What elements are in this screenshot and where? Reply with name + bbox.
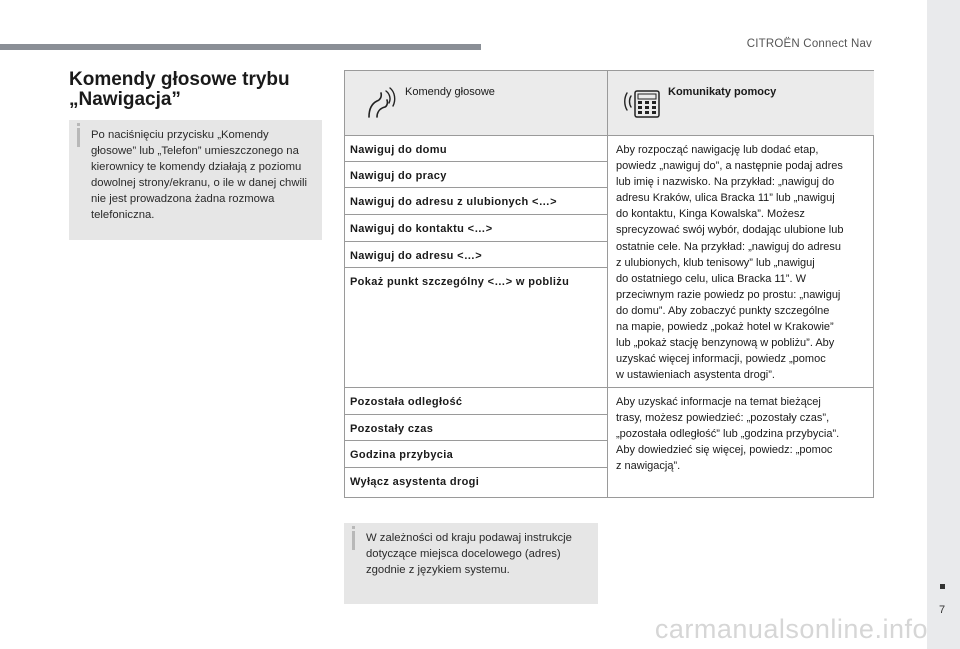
header-voice-commands-label: Komendy głosowe	[405, 86, 495, 98]
continuation-marker	[940, 584, 945, 589]
voice-command-icon	[359, 85, 399, 121]
command-group-route	[345, 387, 608, 498]
command-label: Pozostała odległość	[350, 396, 463, 408]
info-icon	[352, 531, 355, 550]
command-label: Pozostały czas	[350, 423, 434, 435]
info-icon	[77, 128, 80, 147]
header-voice-commands	[345, 71, 608, 135]
watermark: carmanualsonline.info	[654, 614, 928, 644]
table-row	[345, 161, 607, 187]
table-row	[345, 267, 607, 387]
header-help-messages-label: Komunikaty pomocy	[668, 86, 777, 98]
command-label: Godzina przybycia	[350, 449, 454, 461]
table-row	[345, 214, 607, 241]
help-text-route	[608, 387, 874, 498]
help-text: Aby uzyskać informacje na temat bieżącej trasy, możesz powiedzieć: „pozostały czas”, „pozostała odległość” lub „godzina przybycia”. Aby dowiedzieć się więcej, powiedz: „pomoc z nawigacją”.	[616, 396, 840, 473]
table-row	[345, 135, 607, 161]
section-title: Komendy głosowe trybu „Nawigacja”	[69, 69, 290, 110]
header-help-messages	[608, 71, 874, 135]
info-note-steering-wheel	[69, 120, 322, 240]
table-row	[345, 440, 607, 467]
voice-commands-table	[344, 70, 874, 498]
info-note-text: W zależności od kraju podawaj instrukcje dotyczące miejsca docelowego (adres) zgodnie z językiem systemu.	[366, 532, 572, 576]
info-note-text: Po naciśnięciu przycisku „Komendy głosowe” lub „Telefon” umieszczonego na kierownicy te komendy działają z poziomu dowolnej strony/ekranu, o ile w danej chwili nie jest prowadzona żadna rozmowa telefoniczna.	[91, 129, 308, 221]
command-label: Nawiguj do adresu <…>	[350, 250, 483, 262]
top-rule	[0, 44, 481, 50]
brand-title: CITROËN Connect Nav	[746, 38, 872, 50]
table-row	[345, 467, 607, 498]
command-label: Nawiguj do kontaktu <…>	[350, 223, 493, 235]
command-group-navigation	[345, 135, 608, 387]
command-label: Nawiguj do domu	[350, 144, 447, 156]
help-text: Aby rozpocząć nawigację lub dodać etap, powiedz „nawiguj do”, a następnie podaj adres lub imię i nazwisko. Na przykład: „nawiguj do adresu Kraków, ulica Bracka 11” lub „nawiguj do kontaktu, Kinga Kowalska”. Możesz sprecyzować swój wybór, dodając ulubione lub ostatnie cele. Na przykład: „nawiguj do adresu z ulubionych, klub tenisowy” lub „nawiguj do ostatniego celu, ulica Bracka 11”. W przeciwnym razie powiedz po prostu: „nawiguj do domu”. Aby zobaczyć punkty szczególne na mapie, powiedz „pokaż hotel w Krakowie” lub „pokaż stację benzynową w pobliżu”. Aby uzyskać więcej informacji, powiedz „pomoc w ustawieniach asystenta drogi”.	[616, 144, 844, 382]
command-label: Pokaż punkt szczególny <…> w pobliżu	[350, 276, 570, 288]
info-note-language	[344, 523, 598, 604]
table-row	[345, 187, 607, 214]
table-row	[345, 241, 607, 267]
page-number: 7	[939, 604, 946, 616]
help-messages-icon	[622, 85, 662, 121]
help-text-navigation	[608, 135, 874, 387]
command-label: Nawiguj do pracy	[350, 170, 447, 182]
table-row	[345, 387, 607, 414]
table-row	[345, 414, 607, 440]
page-edge-band	[927, 0, 960, 649]
command-label: Nawiguj do adresu z ulubionych <…>	[350, 196, 557, 208]
command-label: Wyłącz asystenta drogi	[350, 476, 480, 488]
